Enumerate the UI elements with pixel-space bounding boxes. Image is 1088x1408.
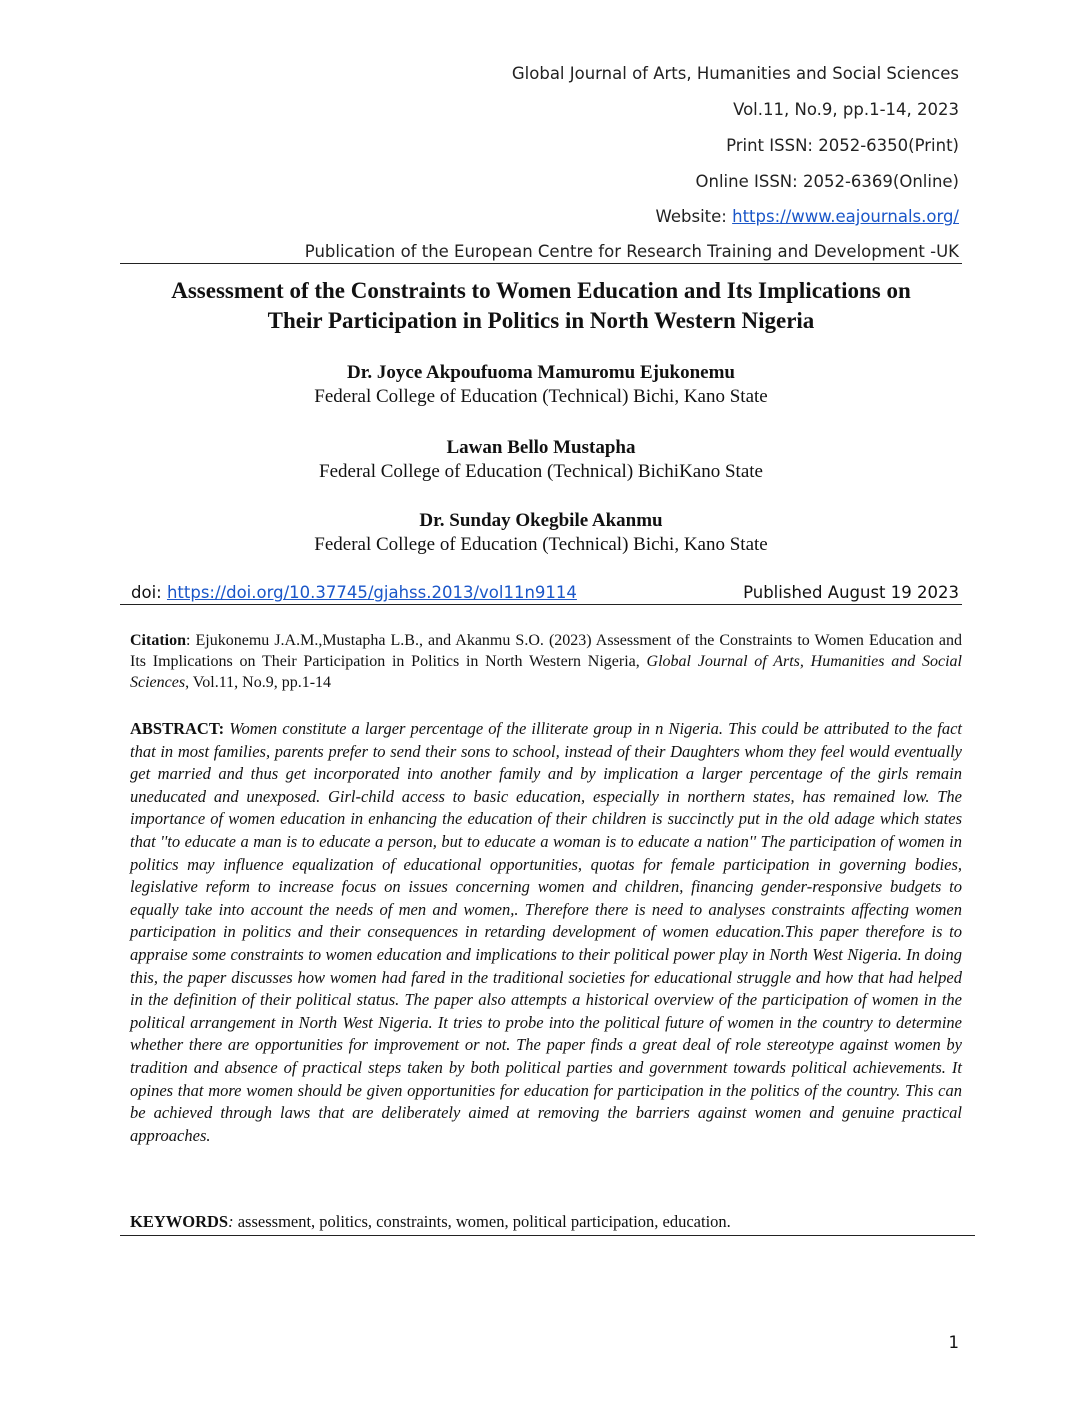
author-block-2 xyxy=(120,436,962,484)
header-divider xyxy=(120,263,962,264)
website-link[interactable]: https://www.eajournals.org/ xyxy=(732,207,959,226)
author-block-3 xyxy=(120,509,962,557)
keywords-colon: : xyxy=(228,1212,234,1231)
citation-label: Citation xyxy=(130,632,186,649)
author-name: Lawan Bello Mustapha xyxy=(446,437,636,458)
website-label: Website: xyxy=(655,207,733,226)
author-affiliation: Federal College of Education (Technical) Bichi, Kano State xyxy=(314,386,768,407)
abstract-label: ABSTRACT: xyxy=(130,719,225,738)
citation xyxy=(130,630,962,693)
keywords-text: assessment, politics, constraints, women, political participation, education. xyxy=(233,1212,731,1231)
abstract xyxy=(130,718,962,1147)
title-line-1: Assessment of the Constraints to Women Education and Its Implications on xyxy=(171,278,911,303)
page-number: 1 xyxy=(948,1333,959,1352)
journal-name: Global Journal of Arts, Humanities and Social Sciences xyxy=(511,64,959,83)
print-issn: Print ISSN: 2052-6350(Print) xyxy=(726,136,959,155)
citation-text: : Ejukonemu J.A.M.,Mustapha L.B., and Akanmu S.O. (2023) Assessment of the Constraints to Women Education and Its Implications on Their Participation in Politics in North Western Nigeria, xyxy=(130,632,962,670)
author-block-1 xyxy=(120,361,962,409)
abstract-text: Women constitute a larger percentage of the illiterate group in n Nigeria. This could be attributed to the fact that in most families, parents prefer to send their sons to school, instead of their Daughters whom they feel would eventually get married and thus get incorporated into another family and by implication a larger percentage of the girls remain uneducated and unexposed. Girl-child access to basic education, especially in northern states, has remained low. The importance of women education in enhancing the education of their children is succinctly put in the old adage which states that ''to educate a man is to educate a person, but to educate a woman is to educate a nation'' The participation of women in politics may influence equalization of educational opportunities, quotas for female participation in governing bodies, legislative reform to increase focus on issues concerning women and children, financing gender-responsive budgets to equally take into account the needs of men and women,. Therefore there is need to analyses constraints affecting women participation in politics and their consequences in retarding development of women education.This paper therefore is to appraise some constraints to women education and implications to their political power play in North West Nigeria. In doing this, the paper discusses how women had fared in the traditional societies for educational struggle and how that had helped in the definition of their political status. The paper also attempts a historical overview of the participation of women in the political arrangement in North West Nigeria. It tries to probe into the political future of women in the country to determine whether there are opportunities for improvement or not. The paper finds a great deal of role stereotype against women by tradition and absence of practical steps taken by both political parties and government towards political achievements. It opines that more women should be given opportunities for education for participation in the politics of the country. This can be achieved through laws that are deliberately aimed at removing the barriers against women and genuine practical approaches. xyxy=(130,719,962,1145)
published-date: Published August 19 2023 xyxy=(743,583,959,602)
paper-title xyxy=(120,276,962,336)
doi-label: doi: xyxy=(131,583,167,602)
volume-info: Vol.11, No.9, pp.1-14, 2023 xyxy=(733,100,959,119)
keywords-label: KEYWORDS xyxy=(130,1212,229,1231)
doi-line xyxy=(131,583,577,602)
keywords-divider xyxy=(120,1235,975,1236)
author-name: Dr. Joyce Akpoufuoma Mamuromu Ejukonemu xyxy=(347,362,735,383)
author-affiliation: Federal College of Education (Technical) BichiKano State xyxy=(319,461,763,482)
online-issn: Online ISSN: 2052-6369(Online) xyxy=(695,172,959,191)
citation-details: , Vol.11, No.9, pp.1-14 xyxy=(185,674,332,691)
doi-divider xyxy=(120,604,962,605)
citation-journal: Global Journal of Arts, Humanities and Social Sciences xyxy=(130,653,962,691)
author-name: Dr. Sunday Okegbile Akanmu xyxy=(419,510,663,531)
title-line-2: Their Participation in Politics in North Western Nigeria xyxy=(267,308,815,333)
publisher-line: Publication of the European Centre for Research Training and Development -UK xyxy=(304,242,959,261)
doi-link[interactable]: https://doi.org/10.37745/gjahss.2013/vol11n9114 xyxy=(166,583,577,602)
author-affiliation: Federal College of Education (Technical) Bichi, Kano State xyxy=(314,534,768,555)
website-line xyxy=(656,207,959,226)
keywords xyxy=(130,1212,731,1232)
